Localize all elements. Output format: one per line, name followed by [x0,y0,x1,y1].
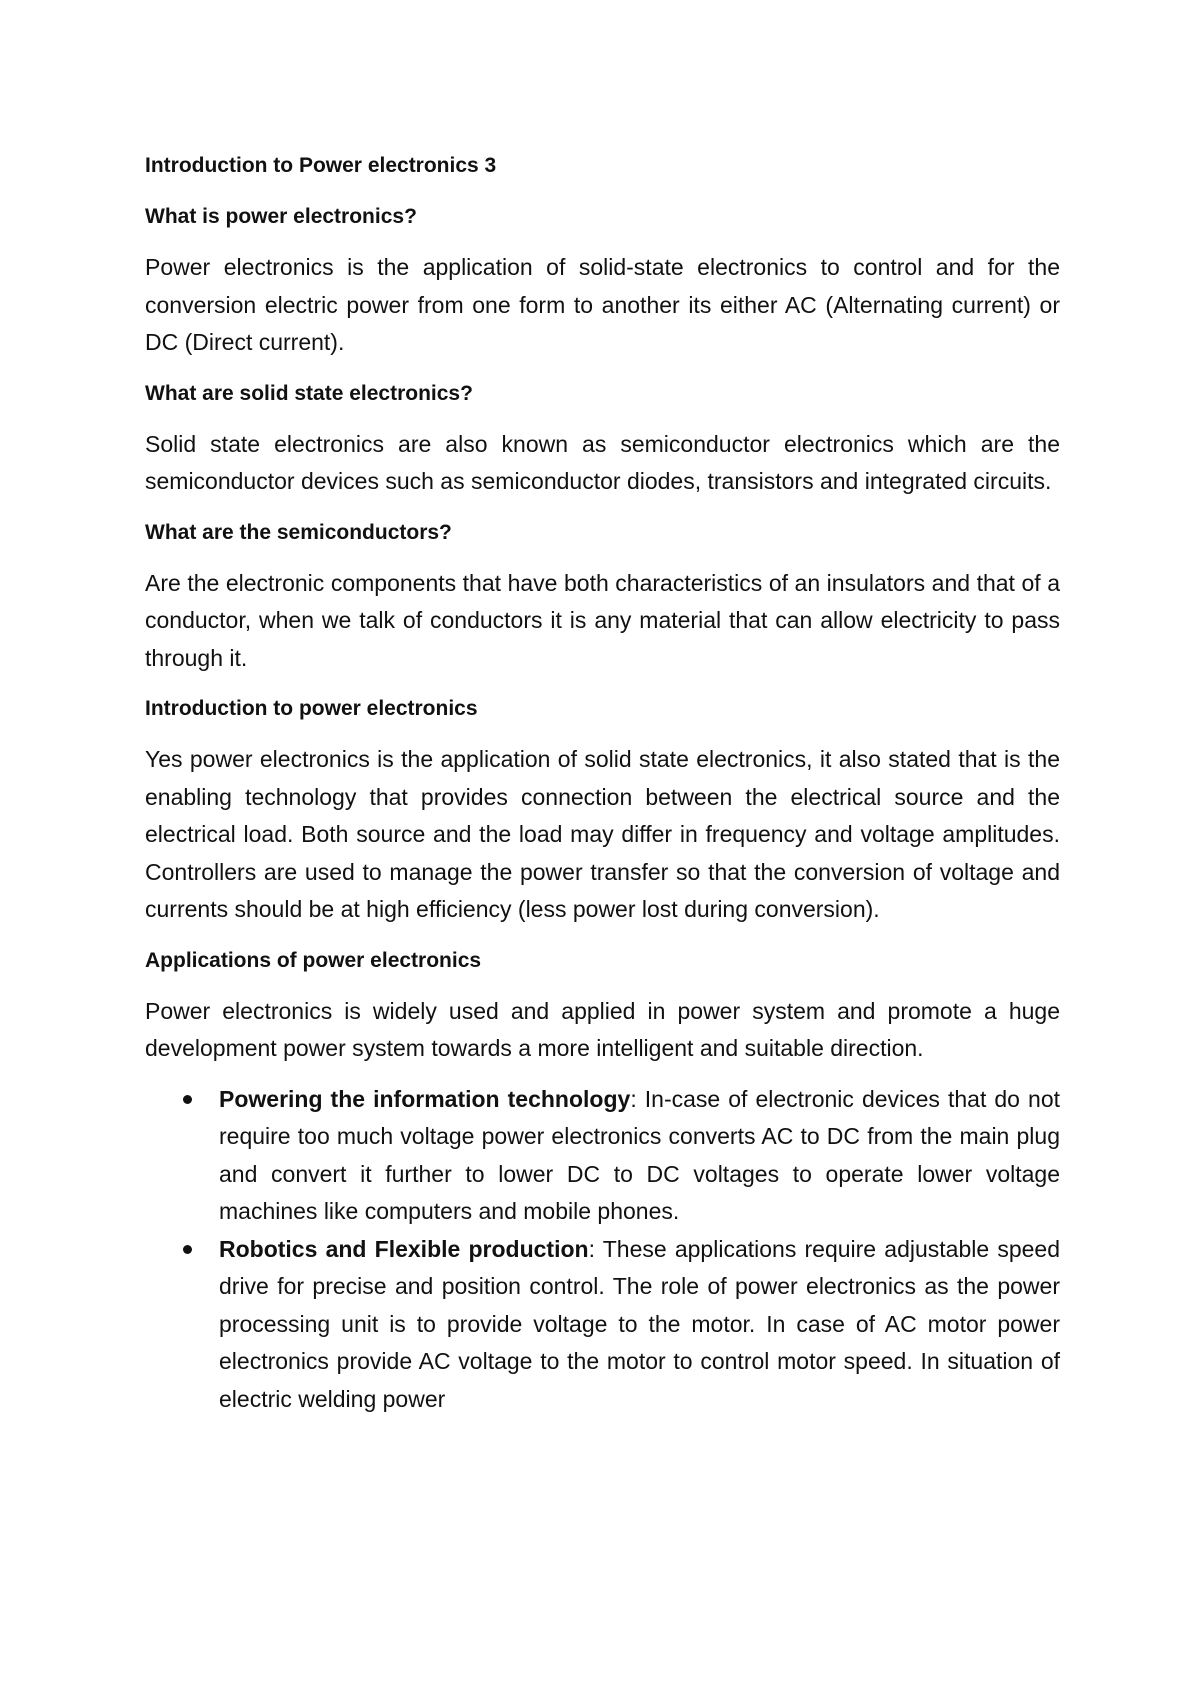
applications-list [145,1081,1060,1419]
bullet-term: Powering the information technology [219,1085,631,1112]
bullet-text: : These applications require adjustable speed drive for precise and position control. The role of power electronics as the power processing unit is to provide voltage to the motor. In case of AC motor power electronics provide AC voltage to the motor to control motor speed. In situation of electric welding power [219,1235,1060,1412]
bullet-icon [183,1245,192,1254]
bullet-text: : In-case of electronic devices that do not require too much voltage power electronics converts AC to DC from the main plug and convert it further to lower DC to DC voltages to operate lower voltage machines like computers and mobile phones. [219,1085,1060,1224]
list-item [145,1081,1060,1231]
document-title: Introduction to Power electronics 3 [145,154,497,177]
bullet-term: Robotics and Flexible production [219,1235,589,1262]
section-heading-introduction: Introduction to power electronics [145,697,478,720]
bullet-icon [183,1095,192,1104]
section-text-what-is-power-electronics: Power electronics is the application of solid-state electronics to control and for the conversion electric power from one form to another its either AC (Alternating current) or DC (Direct current). [145,254,1060,355]
section-heading-semiconductors: What are the semiconductors? [145,520,452,544]
list-item [145,1231,1060,1419]
section-heading-what-is-power-electronics: What is power electronics? [145,205,417,228]
section-heading-solid-state-electronics: What are solid state electronics? [145,381,473,405]
section-text-introduction: Yes power electronics is the application of solid state electronics, it also stated that is the enabling technology that provides connection between the electrical source and the electrical load. Both source and the load may differ in frequency and voltage amplitudes. Controllers are used to manage the power transfer so that the conversion of voltage and currents should be at high efficiency (less power lost during conversion). [145,746,1060,922]
section-text-solid-state-electronics: Solid state electronics are also known as semiconductor electronics which are the semiconductor devices such as semiconductor diodes, transistors and integrated circuits. [145,430,1060,494]
document-page [145,147,1060,1418]
section-text-semiconductors: Are the electronic components that have both characteristics of an insulators and that of a conductor, when we talk of conductors it is any material that can allow electricity to pass through it. [145,569,1060,671]
section-text-applications: Power electronics is widely used and applied in power system and promote a huge development power system towards a more intelligent and suitable direction. [145,997,1060,1061]
section-heading-applications: Applications of power electronics [145,948,482,972]
